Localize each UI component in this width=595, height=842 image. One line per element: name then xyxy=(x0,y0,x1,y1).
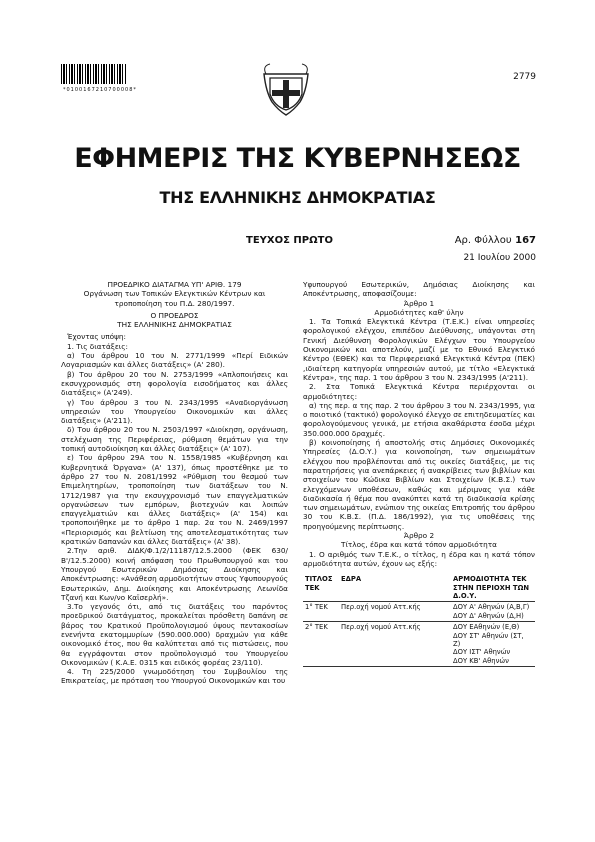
table-cell: ΔΟΥ ΕΑθηνών (Ε,Θ) ΔΟΥ ΣΤ' Αθηνών (ΣΤ, Ζ) ΔΟΥ ΙΣΤ' Αθηνών ΔΟΥ ΚΒ' Αθηνών xyxy=(451,622,535,667)
gazette-title: ΕΦΗΜΕΡΙΣ ΤΗΣ ΚΥΒΕΡΝΗΣΕΩΣ xyxy=(74,143,521,174)
paragraph: Αρμοδιότητες καθ' ύλην xyxy=(374,307,464,317)
table-row xyxy=(303,602,535,622)
paragraph: 2. Στα Τοπικά Ελεγκτικά Κέντρα περιέρχονται οι αρμοδιότητες: xyxy=(303,382,535,401)
table-row xyxy=(303,622,535,667)
paragraph: β) κοινοποίησης ή αποστολής στις Δημόσιες Οικονομικές Υπηρεσίες (Δ.Ο.Υ.) για κοινοποίηση, των σημειωμάτων ελέγχου που προβλέπονται από τις οικείες διατάξεις, με τις παρατηρήσεις για ανεπάρκειες ή ανακρίβειες των βιβλίων και στοιχείων του Κώδικα Βιβλίων και Στοιχείων (Κ.Β.Σ.) των ελεγχόμενων υποθέσεων, καθώς και μέριμνας για κάθε διαδικασία ή θέμα που ανακύπτει κατά τη διαδικασία κρίσης των σημειωμάτων, ενώπιον της οικείας Επιτροπής του άρθρου 30 του Κ.Β.Σ. (Π.Δ. 186/1992), για τις υποθέσεις της προηγούμενης περίπτωσης. xyxy=(303,438,535,531)
paragraph: ε) Του άρθρου 29Α του Ν. 1558/1985 «Κυβέρνηση και Κυβερνητικά Όργανα» (Α' 137), όπως προστέθηκε με το άρθρο 27 του Ν. 2081/1992 «Ρύθμιση του θεσμού των Επιμελητηρίων, τροποποίηση των διατάξεων του Ν. 1712/1987 για την εκσυγχρονισμό των επαγγελματικών οργανώσεων των εμπόρων, βιοτεχνών και λοιπών επαγγελματιών και άλλες διατάξεις» (Α' 154) και τροποποιήθηκε με το άρθρο 1 παρ. 2α του Ν. 2469/1997 «Περιορισμός και βελτίωση της αποτελεσματικότητας των κρατικών δαπανών και άλλες διατάξεις» (Α' 38). xyxy=(61,453,288,547)
paragraph: Έχοντας υπόψη: xyxy=(67,332,126,342)
table-body xyxy=(303,602,535,667)
tek-table xyxy=(303,574,535,667)
table-cell: 2° ΤΕΚ xyxy=(303,622,339,667)
paragraph: 2.Την αριθ. ΔΙΔΚ/Φ.1/2/11187/12.5.2000 (ΦΕΚ 630/Β'/12.5.2000) κοινή απόφαση του Πρωθυπουργού και του Υπουργού Εσωτερικών Δημόσιας Διοίκησης και Αποκέντρωσης: «Ανάθεση αρμοδιοτήτων στους Υφυπουργούς Εσωτερικών, Δημ. Διοίκησης και Αποκέντρωσης Λεωνίδα Τζανή και Κων/νο Καϊσερλή». xyxy=(61,546,288,602)
right-column xyxy=(303,280,535,667)
paragraph: ΠΡΟΕΔΡΙΚΟ ΔΙΑΤΑΓΜΑ ΥΠ' ΑΡΙΘ. 179 xyxy=(107,280,242,289)
paragraph: Τίτλος, έδρα και κατά τόπον αρμοδιότητα xyxy=(340,540,497,550)
paragraph: α) της περ. α της παρ. 2 του άρθρου 3 του Ν. 2343/1995, για ο ποιοτικό (τακτικό) φορολογικό έλεγχο σε επιτηδευματίες και φορολογούμενους γενικά, με ετήσια ακαθάριστα έσοδα μέχρι 350.000.000 δραχμές. xyxy=(303,400,536,438)
table-cell: 1° ΤΕΚ xyxy=(303,602,339,622)
paragraph: Άρθρο 2 xyxy=(403,531,435,541)
table-cell: Περ.οχή νομού Αττ.κής xyxy=(339,622,451,667)
barcode xyxy=(61,64,127,84)
sheet-number xyxy=(455,235,536,246)
table-cell: ΔΟΥ Α' Αθηνών (Α,Β,Γ) ΔΟΥ Δ' Αθηνών (Δ,Η) xyxy=(451,602,535,622)
paragraph: γ) Του άρθρου 3 του Ν. 2343/1995 «Αναδιοργάνωση υπηρεσιών του Υπουργείου Οικονομικών και άλλες διατάξεις» (Α'211). xyxy=(61,397,288,426)
page-number: 2779 xyxy=(513,72,536,82)
paragraph: Οργάνωση των Τοπικών Ελεγκτικών Κέντρων και τροποποίηση του Π.Δ. 280/1997. xyxy=(83,289,266,308)
issue-date: 21 Ιουλίου 2000 xyxy=(463,253,536,263)
table-cell: Περ.οχή νομού Αττ.κής xyxy=(339,602,451,622)
paragraph: α) Του άρθρου 10 του Ν. 2771/1999 «Περί Ειδικών Λογαριασμών και άλλες διατάξεις» (Α' 280). xyxy=(61,351,288,370)
table-header-jurisdiction: ΑΡΜΟΔΙΟΤΗΤΑ ΤΕΚ ΣΤΗΝ ΠΕΡΙΟΧΗ ΤΩΝ Δ.Ο.Υ. xyxy=(451,574,535,602)
paragraph: δ) Του άρθρου 20 του Ν. 2503/1997 «Διοίκηση, οργάνωση, στελέχωση της Περιφέρειας, ρύθμιση θεμάτων για την τοπική αυτοδιοίκηση και άλλες διατάξεις» (Α' 107). xyxy=(61,425,288,454)
table-header-row xyxy=(303,574,535,602)
table-header-title: ΤΙΤΛΟΣ ΤΕΚ xyxy=(303,574,339,602)
paragraph: 3.Το γεγονός ότι, από τις διατάξεις του παρόντος προεδρικού διατάγματος, προκαλείται πρόσθετη δαπάνη σε βάρος του Κρατικού Προϋπολογισμού ύψους πεντακοσίων ενενήντα εκατομμυρίων (590.000.000) δραχμών για κάθε οικονομικό έτος, που θα καλύπτεται από τις πιστώσεις, που θα εγγράφονται στον προϋπολογισμό του Υπουργείου Οικονομικών ( Κ.Α.Ε. 0315 και ειδικός φορέας 23/110). xyxy=(61,602,288,667)
left-column xyxy=(61,280,288,686)
barcode-number: *0100167210700008* xyxy=(63,87,137,93)
sheet-number-value: 167 xyxy=(515,235,536,246)
coat-of-arms-emblem xyxy=(258,60,314,118)
sheet-label: Αρ. Φύλλου xyxy=(454,235,512,246)
paragraph: 1. Ο αριθμός των Τ.Ε.Κ., ο τίτλος, η έδρα και η κατά τόπον αρμοδιότητα αυτών, έχουν ως εξής: xyxy=(303,549,535,568)
paragraph: Υφυπουργού Εσωτερικών, Δημόσιας Διοίκησης και Αποκέντρωσης, αποφασίζουμε: xyxy=(303,280,535,299)
paragraph: β) Του άρθρου 20 του Ν. 2753/1999 «Απλοποιήσεις και εκσυγχρονισμός στη φορολογία εισοδήματος και άλλες διατάξεις» (Α'249). xyxy=(61,369,288,398)
paragraph: 1. Τα Τοπικά Ελεγκτικά Κέντρα (Τ.Ε.Κ.) είναι υπηρεσίες φορολογικού ελέγχου, επιπέδου Διεύθυνσης, υπάγονται στη Γενική Διεύθυνση Φορολογικών Ελέγχων του Υπουργείου Οικονομικών και αποτελούν, μαζί με το Εθνικό Ελεγκτικό Κέντρο (ΕΘΕΚ) και τα Περιφερειακά Ελεγκτικά Κέντρα (ΠΕΚ) ,ιδιαίτερη κατηγορία υπηρεσιών αυτού, με τίτλο «Ελεγκτικά Κέντρα», της παρ. 1 του άρθρου 3 του Ν. 2343/1995 (Α'211). xyxy=(303,317,535,382)
gazette-subtitle: ΤΗΣ ΕΛΛΗΝΙΚΗΣ ΔΗΜΟΚΡΑΤΙΑΣ xyxy=(159,188,436,207)
table-header-seat: ΕΔΡΑ xyxy=(339,574,451,602)
paragraph: 4. Τη 225/2000 γνωμοδότηση του Συμβουλίου της Επικρατείας, με πρόταση του Υπουργού Οικονομικών και του xyxy=(61,667,288,686)
right-column-text xyxy=(303,280,535,568)
paragraph: Άρθρο 1 xyxy=(403,298,435,308)
issue-label: ΤΕΥΧΟΣ ΠΡΩΤΟ xyxy=(246,235,333,246)
paragraph: Ο ΠΡΟΕΔΡΟΣ xyxy=(150,310,199,320)
paragraph: 1. Τις διατάξεις: xyxy=(67,341,128,351)
paragraph: ΤΗΣ ΕΛΛΗΝΙΚΗΣ ΔΗΜΟΚΡΑΤΙΑΣ xyxy=(117,320,232,330)
